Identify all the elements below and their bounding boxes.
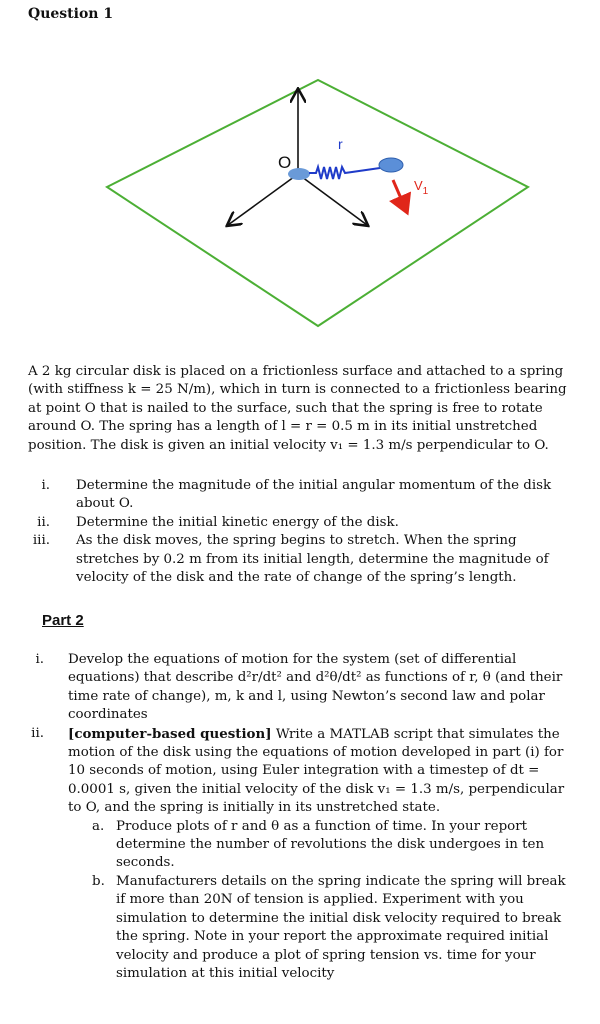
item-number: i.: [41, 478, 50, 493]
part1-list: [28, 477, 576, 587]
computer-based-tag: [computer-based question]: [68, 725, 272, 742]
sub-item-letter: a.: [92, 818, 105, 834]
axis-left: [228, 174, 298, 225]
problem-statement: A 2 kg circular disk is placed on a frictionless surface and attached to a spring (with stiffness k = 25 N/m), which in turn is connected to a frictionless bearing at point O that is nailed to the surface, such that the spring is free to rotate around O. The spring has a length of l = r = 0.5 m in its initial unstretched position. The disk is given an initial velocity v₁ = 1.3 m/s perpendicular to O.: [28, 364, 567, 453]
list-item: [28, 725, 576, 818]
sub-item-text: Produce plots of r and θ as a function of time. In your report determine the number of revolutions the disk undergoes in ten seconds.: [116, 818, 545, 871]
list-item: [28, 477, 576, 514]
sub-item: [92, 873, 576, 983]
item-text: As the disk moves, the spring begins to stretch. When the spring stretches by 0.2 m from its initial length, determine the magnitude of velocity of the disk and the rate of change of the spring’s length.: [76, 533, 549, 586]
sub-item-letter: b.: [92, 873, 105, 889]
item-number: ii.: [37, 514, 50, 530]
origin-label: O: [278, 153, 292, 172]
item-body: Write a MATLAB script that simulates the motion of the disk using the equations of motion developed in part (i) for 10 seconds of motion, using Euler integration with a timestep of dt = 0.0001 s, given the initial velocity of the disk v₁ = 1.3 m/s, perpendicular to O, and the spring is initially in its unstretched state.: [68, 726, 565, 816]
spring-disk-diagram: [0, 70, 600, 360]
item-number: iii.: [32, 533, 50, 549]
list-item: [28, 514, 576, 532]
item-text: Develop the equations of motion for the system (set of differential equations) that describe d²r/dt² and d²θ/dt² as functions of r, θ (and their time rate of change), m, k and l, using Newton’s second law and polar coordinates: [68, 652, 563, 723]
spring-label: r: [338, 136, 343, 152]
disk: [379, 158, 403, 172]
axis-right: [298, 174, 367, 225]
surface-plane: [107, 80, 528, 326]
velocity-arrow: [393, 180, 406, 210]
list-item: [28, 532, 576, 587]
question-title: Question 1: [28, 6, 114, 22]
sub-item-text: Manufacturers details on the spring indicate the spring will break if more than 20N of tension is applied. Experiment with you simulation to determine the initial disk velocity required to break the spring. Note in your report the approximate required initial velocity and produce a plot of spring tension vs. time for your simulation at this initial velocity: [116, 873, 566, 981]
velocity-label: $V_1$: [414, 178, 429, 197]
item-number: i.: [35, 652, 44, 667]
item-text: Determine the initial kinetic energy of the disk.: [76, 514, 399, 530]
spring: [309, 167, 380, 179]
item-number: ii.: [31, 725, 44, 741]
part2-list: [28, 651, 576, 983]
list-item: [28, 651, 576, 725]
bearing-point: [288, 168, 310, 180]
part2-heading: Part 2: [42, 612, 84, 629]
item-text: Determine the magnitude of the initial angular momentum of the disk about O.: [76, 478, 552, 512]
item-text: [68, 725, 576, 818]
sub-item: [92, 818, 576, 873]
